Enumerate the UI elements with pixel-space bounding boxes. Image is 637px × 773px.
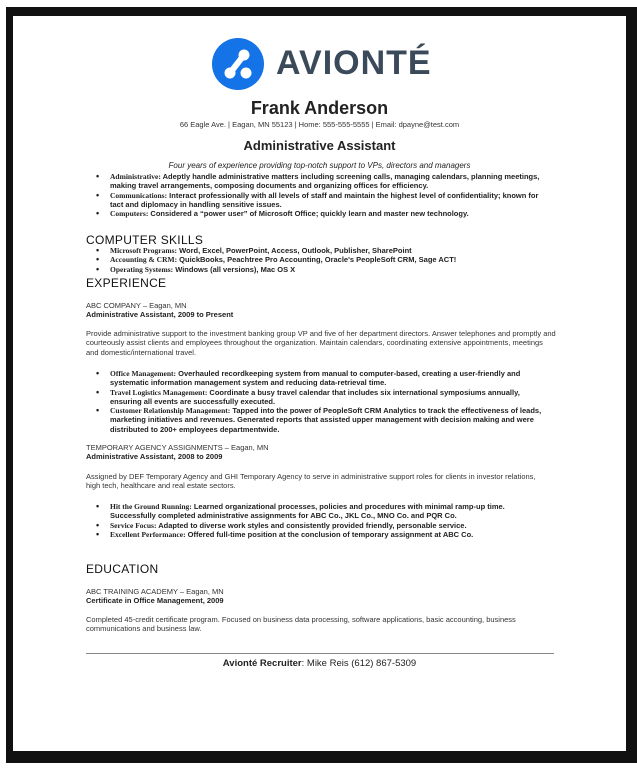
- window-frame-bottom: [6, 751, 637, 763]
- job-bullets: [86, 502, 546, 539]
- avionte-logo-icon: [212, 38, 264, 90]
- logo-wordmark: AVIONTÉ: [276, 44, 432, 82]
- list-item: • Customer Relationship Management: Tapped into the power of PeopleSoft CRM Analytics to track the effectiveness of leads, marketing initiatives and revenues. Generated reports that assisted upper management with decision making and were distributed to 200+ employees departmentwide.: [86, 406, 546, 434]
- list-item: • Excellent Performance: Offered full-time position at the conclusion of temporary assignment at ABC Co.: [86, 530, 546, 539]
- avionte-logo: [212, 38, 452, 90]
- job-title: Administrative Assistant: [243, 138, 396, 153]
- list-item: • Accounting & CRM: QuickBooks, Peachtree Pro Accounting, Oracle's PeopleSoft CRM, Sage ACT!: [86, 255, 546, 264]
- window-frame-right: [626, 7, 637, 763]
- list-item: • Microsoft Programs: Word, Excel, PowerPoint, Access, Outlook, Publisher, SharePoint: [86, 246, 546, 255]
- window-frame-left: [6, 7, 13, 755]
- resume-page[interactable]: [13, 16, 626, 751]
- list-item: • Travel Logistics Management: Coordinate a busy travel calendar that includes six international symposiums annually, ensuring all events are successfully executed.: [86, 388, 546, 407]
- recruiter-footer: Avionté Recruiter: Mike Reis (612) 867-5309: [222, 658, 417, 669]
- education-heading: EDUCATION: [86, 562, 159, 576]
- job-company: ABC COMPANY – Eagan, MN: [86, 301, 187, 310]
- list-item: • Administrative: Adeptly handle administrative matters including screening calls, managing calendars, planning meetings, making travel arrangements, composing documents and organizing offices for efficiency.: [86, 172, 546, 191]
- computer-skills-heading: COMPUTER SKILLS: [86, 233, 204, 247]
- list-item: • Operating Systems: Windows (all versions), Mac OS X: [86, 265, 546, 274]
- candidate-name: Frank Anderson: [250, 98, 389, 118]
- job-description: Provide administrative support to the investment banking group VP and five of her department directors. Answer telephones and promptly and courteously assist clients and employees throughout the organization. Maintain calendars, coordinating extensive appointments, meetings and domestic/international travel.: [86, 329, 556, 357]
- list-item: • Office Management: Overhauled recordkeeping system from manual to computer-based, creating a user-friendly and systematic information management system and reducing data-retrieval time.: [86, 369, 546, 388]
- computer-skills-list: [86, 246, 546, 274]
- experience-heading: EXPERIENCE: [86, 276, 167, 290]
- list-item: • Service Focus: Adapted to diverse work styles and consistently provided friendly, personable service.: [86, 521, 546, 530]
- summary-line: Four years of experience providing top-notch support to VPs, directors and managers: [168, 161, 471, 170]
- footer-divider: [86, 653, 554, 654]
- list-item: • Communications: Interact professionally with all levels of staff and maintain the highest level of confidentiality; known for tact and diplomacy in handling sensitive issues.: [86, 191, 546, 210]
- education-description: Completed 45-credit certificate program. Focused on business data processing, software applications, basic accounting, business communications and business law.: [86, 615, 516, 634]
- job-role: Administrative Assistant, 2008 to 2009: [86, 452, 223, 461]
- job-role: Administrative Assistant, 2009 to Present: [86, 310, 234, 319]
- summary-bullets: [86, 172, 546, 218]
- job-description: Assigned by DEF Temporary Agency and GHI Temporary Agency to serve in administrative support roles for clients in investor relations, high tech, healthcare and real estate sectors.: [86, 472, 536, 491]
- job-bullets: [86, 369, 546, 434]
- list-item: • Computers: Considered a “power user” of Microsoft Office; quickly learn and master new technology.: [86, 209, 546, 218]
- school-name: ABC TRAINING ACADEMY – Eagan, MN: [86, 587, 224, 596]
- window-frame-top: [6, 7, 630, 16]
- list-item: • Hit the Ground Running: Learned organizational processes, policies and procedures with minimal ramp-up time. Successfully completed administrative assignments for ABC Co., JKL Co., MNO Co. and PQR Co.: [86, 502, 546, 521]
- education-credential: Certificate in Office Management, 2009: [86, 596, 224, 605]
- job-company: TEMPORARY AGENCY ASSIGNMENTS – Eagan, MN: [86, 443, 269, 452]
- contact-line: 66 Eagle Ave. | Eagan, MN 55123 | Home: 555-555-5555 | Email: dpayne@test.com: [179, 120, 460, 129]
